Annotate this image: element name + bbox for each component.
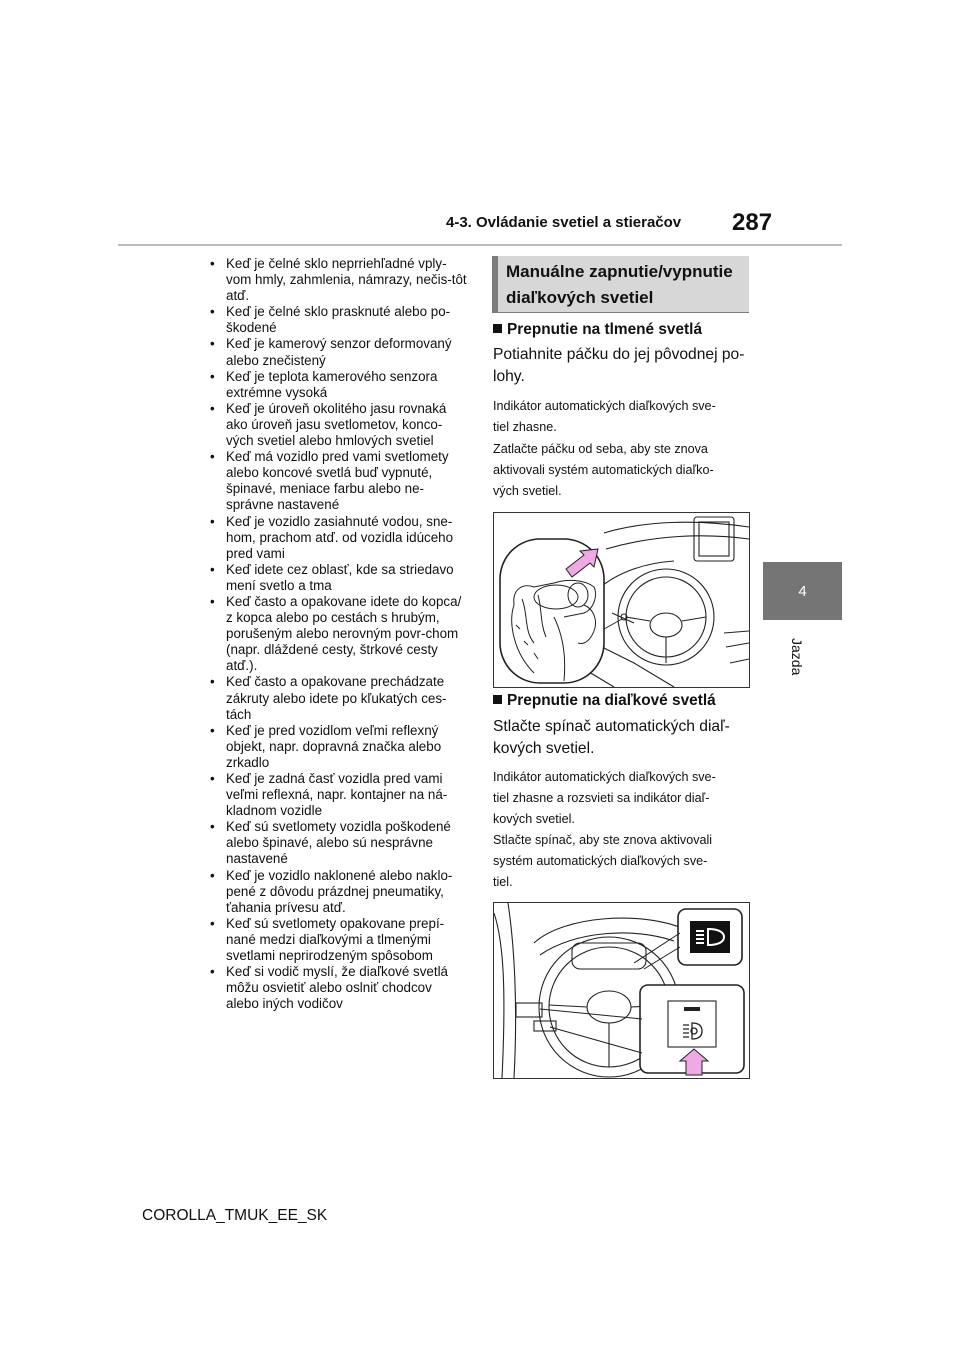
list-item: • Keď je čelné sklo prasknuté alebo po-škodené (206, 304, 468, 336)
paragraph-line: tiel zhasne a rozsvieti sa indikátor diaľ- (493, 791, 710, 805)
paragraph-reactivate-switch (493, 830, 712, 893)
paragraph-line: tiel. (493, 875, 513, 889)
section-heading-line2: diaľkových svetiel (506, 288, 654, 307)
list-item: • Keď je vozidlo zasiahnuté vodou, sne-hom, prachom atď. od vozidla idúceho pred vami (206, 514, 468, 562)
paragraph-line: tiel zhasne. (493, 420, 557, 434)
lever-illustration-drawing (494, 513, 749, 687)
chapter-name-label: Jazda (789, 638, 805, 676)
paragraph-line: vých svetiel. (493, 484, 562, 498)
section-heading-line1: Manuálne zapnutie/vypnutie (506, 262, 733, 281)
paragraph-line: Indikátor automatických diaľkových sve- (493, 399, 716, 413)
list-item: • Keď sú svetlomety vozidla poškodené alebo špinavé, alebo sú nesprávne nastavené (206, 819, 468, 867)
switch-illustration-drawing (494, 903, 749, 1078)
page-number: 287 (732, 209, 773, 236)
section-heading (492, 256, 749, 312)
list-item: • Keď často a opakovane prechádzate zákruty alebo idete po kľukatých ces-tách (206, 674, 468, 722)
list-item: • Keď je čelné sklo neprriehľadné vply-vom hmly, zahmlenia, námrazy, nečis-tôt atď. (206, 256, 468, 304)
section-heading-underline (492, 312, 749, 313)
chapter-tab (763, 562, 842, 620)
list-item: • Keď má vozidlo pred vami svetlomety alebo koncové svetlá buď vypnuté, špinavé, meniace farbu alebo ne-správne nastavené (206, 449, 468, 513)
header-divider (118, 244, 842, 246)
chapter-name-vertical (783, 638, 813, 698)
instruction-high-beam (493, 716, 730, 760)
paragraph-line: Stlačte spínač, aby ste znova aktivovali (493, 833, 713, 847)
list-item: • Keď je úroveň okolitého jasu rovnaká ako úroveň jasu svetlometov, konco-vých svetiel alebo hmlových svetiel (206, 401, 468, 449)
paragraph-indicator-on (493, 767, 716, 830)
instruction-line: Stlačte spínač automatických diaľ- (493, 718, 730, 735)
instruction-line: kových svetiel. (493, 740, 595, 757)
paragraph-line: systém automatických diaľkových sve- (493, 854, 708, 868)
paragraph-line: aktivovali systém automatických diaľko- (493, 463, 714, 477)
instruction-low-beam (493, 344, 744, 388)
subheading-high-beam (493, 692, 716, 710)
subheading-text: Prepnutie na tlmené svetlá (507, 321, 703, 338)
square-bullet-icon (493, 695, 502, 704)
instruction-line: lohy. (493, 368, 525, 385)
switch-illustration (493, 902, 750, 1079)
list-item: • Keď je vozidlo naklonené alebo naklo-pené z dôvodu prázdnej pneumatiky, ťahania prívesu atď. (206, 868, 468, 916)
list-item: • Keď idete cez oblasť, kde sa striedavo mení svetlo a tma (206, 562, 468, 594)
paragraph-reactivate-lever (493, 439, 714, 502)
list-item: • Keď sú svetlomety opakovane prepí-nané medzi diaľkovými a tlmenými svetlami neprirodzeným spôsobom (206, 916, 468, 964)
list-item: • Keď je pred vozidlom veľmi reflexný objekt, napr. dopravná značka alebo zrkadlo (206, 723, 468, 771)
document-code: COROLLA_TMUK_EE_SK (142, 1207, 328, 1224)
paragraph-line: Zatlačte páčku od seba, aby ste znova (493, 442, 708, 456)
list-item: • Keď si vodič myslí, že diaľkové svetlá môžu osvietiť alebo oslniť chodcov alebo iných vodičov (206, 964, 468, 1012)
paragraph-line: Indikátor automatických diaľkových sve- (493, 770, 716, 784)
conditions-list (206, 256, 468, 1012)
paragraph-line: kových svetiel. (493, 812, 575, 826)
header-section-title: 4-3. Ovládanie svetiel a stieračov (446, 214, 682, 231)
list-item: • Keď je zadná časť vozidla pred vami veľmi reflexná, napr. kontajner na ná-kladnom vozidle (206, 771, 468, 819)
square-bullet-icon (493, 324, 502, 333)
list-item: • Keď je teplota kamerového senzora extrémne vysoká (206, 369, 468, 401)
subheading-low-beam (493, 321, 702, 339)
list-item: • Keď často a opakovane idete do kopca/ z kopca alebo po cestách s hrubým, porušeným alebo nerovným povr-chom (napr. dláždené cesty, štrkové cesty atď.). (206, 594, 468, 674)
list-item: • Keď je kamerový senzor deformovaný alebo znečistený (206, 336, 468, 368)
subheading-text: Prepnutie na diaľkové svetlá (507, 692, 716, 709)
chapter-number: 4 (798, 582, 807, 600)
lever-illustration (493, 512, 750, 688)
instruction-line: Potiahnite páčku do jej pôvodnej po- (493, 346, 745, 363)
paragraph-indicator-off (493, 396, 716, 438)
